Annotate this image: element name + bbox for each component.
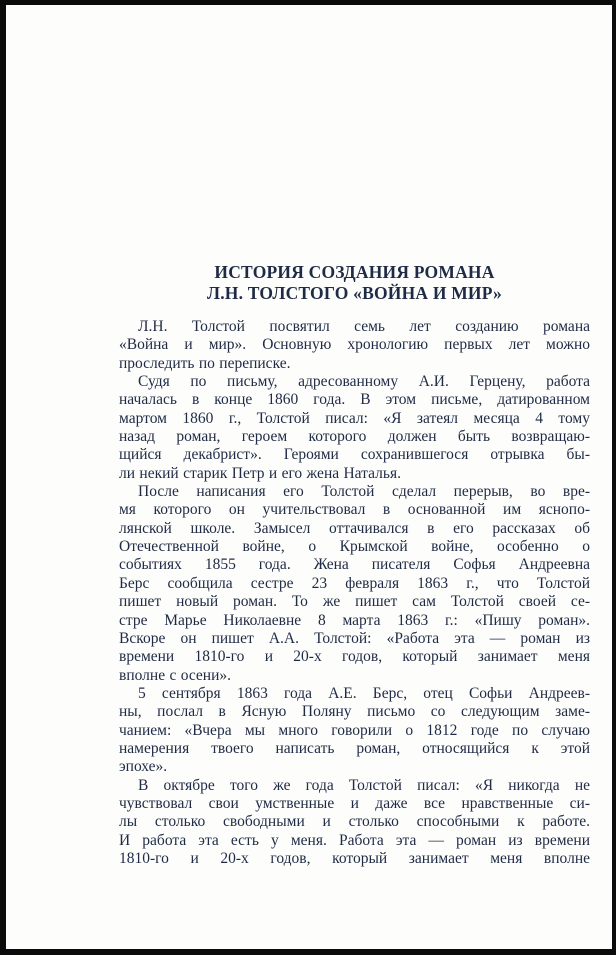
book-page [6,5,612,949]
text-line: пишет новый роман. То же пишет сам Толстой своей се- [119,593,590,611]
chapter-title-line2: Л.Н. ТОЛСТОГО «ВОЙНА И МИР» [206,283,503,303]
text-line: Судя по письму, адресованному А.И. Герцену, работа [138,373,590,391]
text-line: назад роман, героем которого должен быть возвращаю- [119,428,590,446]
text-line: Вскоре он пишет А.А. Толстой: «Работа эта — роман из [119,629,590,647]
chapter-title [119,262,590,304]
text-line: 1810-го и 20-х годов, который занимает меня вполне [119,849,590,867]
body-text [119,318,590,868]
text-line: мя которого он учительствовал в основанной им яснопо- [119,501,590,519]
text-line: ны, послал в Ясную Поляну письмо со следующим заме- [119,703,590,721]
paragraph [119,685,590,777]
text-line: стре Марье Николаевне 8 марта 1863 г.: «Пишу роман». [119,611,590,629]
text-line: Отечественной войне, о Крымской войне, особенно о [119,538,590,556]
text-line: чанием: «Вчера мы много говорили о 1812 годе по случаю [119,721,590,739]
text-line: И работа эта есть у меня. Работа эта — роман из времени [119,831,590,849]
paragraph [119,777,590,869]
text-line: началась в конце 1860 года. В этом письме, датированном [119,391,590,409]
paragraph [119,318,590,373]
text-line: проследить по переписке. [119,354,291,372]
paragraph [119,373,590,483]
text-line: событиях 1855 года. Жена писателя Софья Андреевна [119,556,590,574]
text-line: В октябре того же года Толстой писал: «Я никогда не [138,776,590,794]
text-line: «Война и мир». Основную хронологию первых лет можно [119,336,590,354]
text-line: мартом 1860 г., Толстой писал: «Я затеял месяца 4 тому [119,409,590,427]
text-line: ли некий старик Петр и его жена Наталья. [119,464,401,482]
text-line: времени 1810-го и 20-х годов, который занимает меня [119,648,590,666]
text-line: лянской школе. Замысел оттачивался в его рассказах об [119,519,590,537]
paragraph [119,483,590,685]
chapter-title-line1: ИСТОРИЯ СОЗДАНИЯ РОМАНА [214,262,495,282]
text-line: После написания его Толстой сделал перерыв, во вре- [138,483,590,501]
text-line: чувствовал свои умственные и даже все нравственные си- [119,794,590,812]
text-column [119,262,590,868]
text-line: Берс сообщила сестре 23 февраля 1863 г., что Толстой [119,574,590,592]
text-line: Л.Н. Толстой посвятил семь лет созданию романа [138,318,590,335]
text-line: лы столько свободными и столько способными к работе. [119,813,590,831]
text-line: вполне с осени». [119,666,231,684]
text-line: эпохе». [119,758,168,776]
text-line: щийся декабрист». Героями сохранившегося отрывка бы- [119,446,590,464]
text-line: намерения твоего написать роман, относящийся к этой [119,739,590,757]
text-line: 5 сентября 1863 года А.Е. Берс, отец Софьи Андреев- [138,684,590,702]
